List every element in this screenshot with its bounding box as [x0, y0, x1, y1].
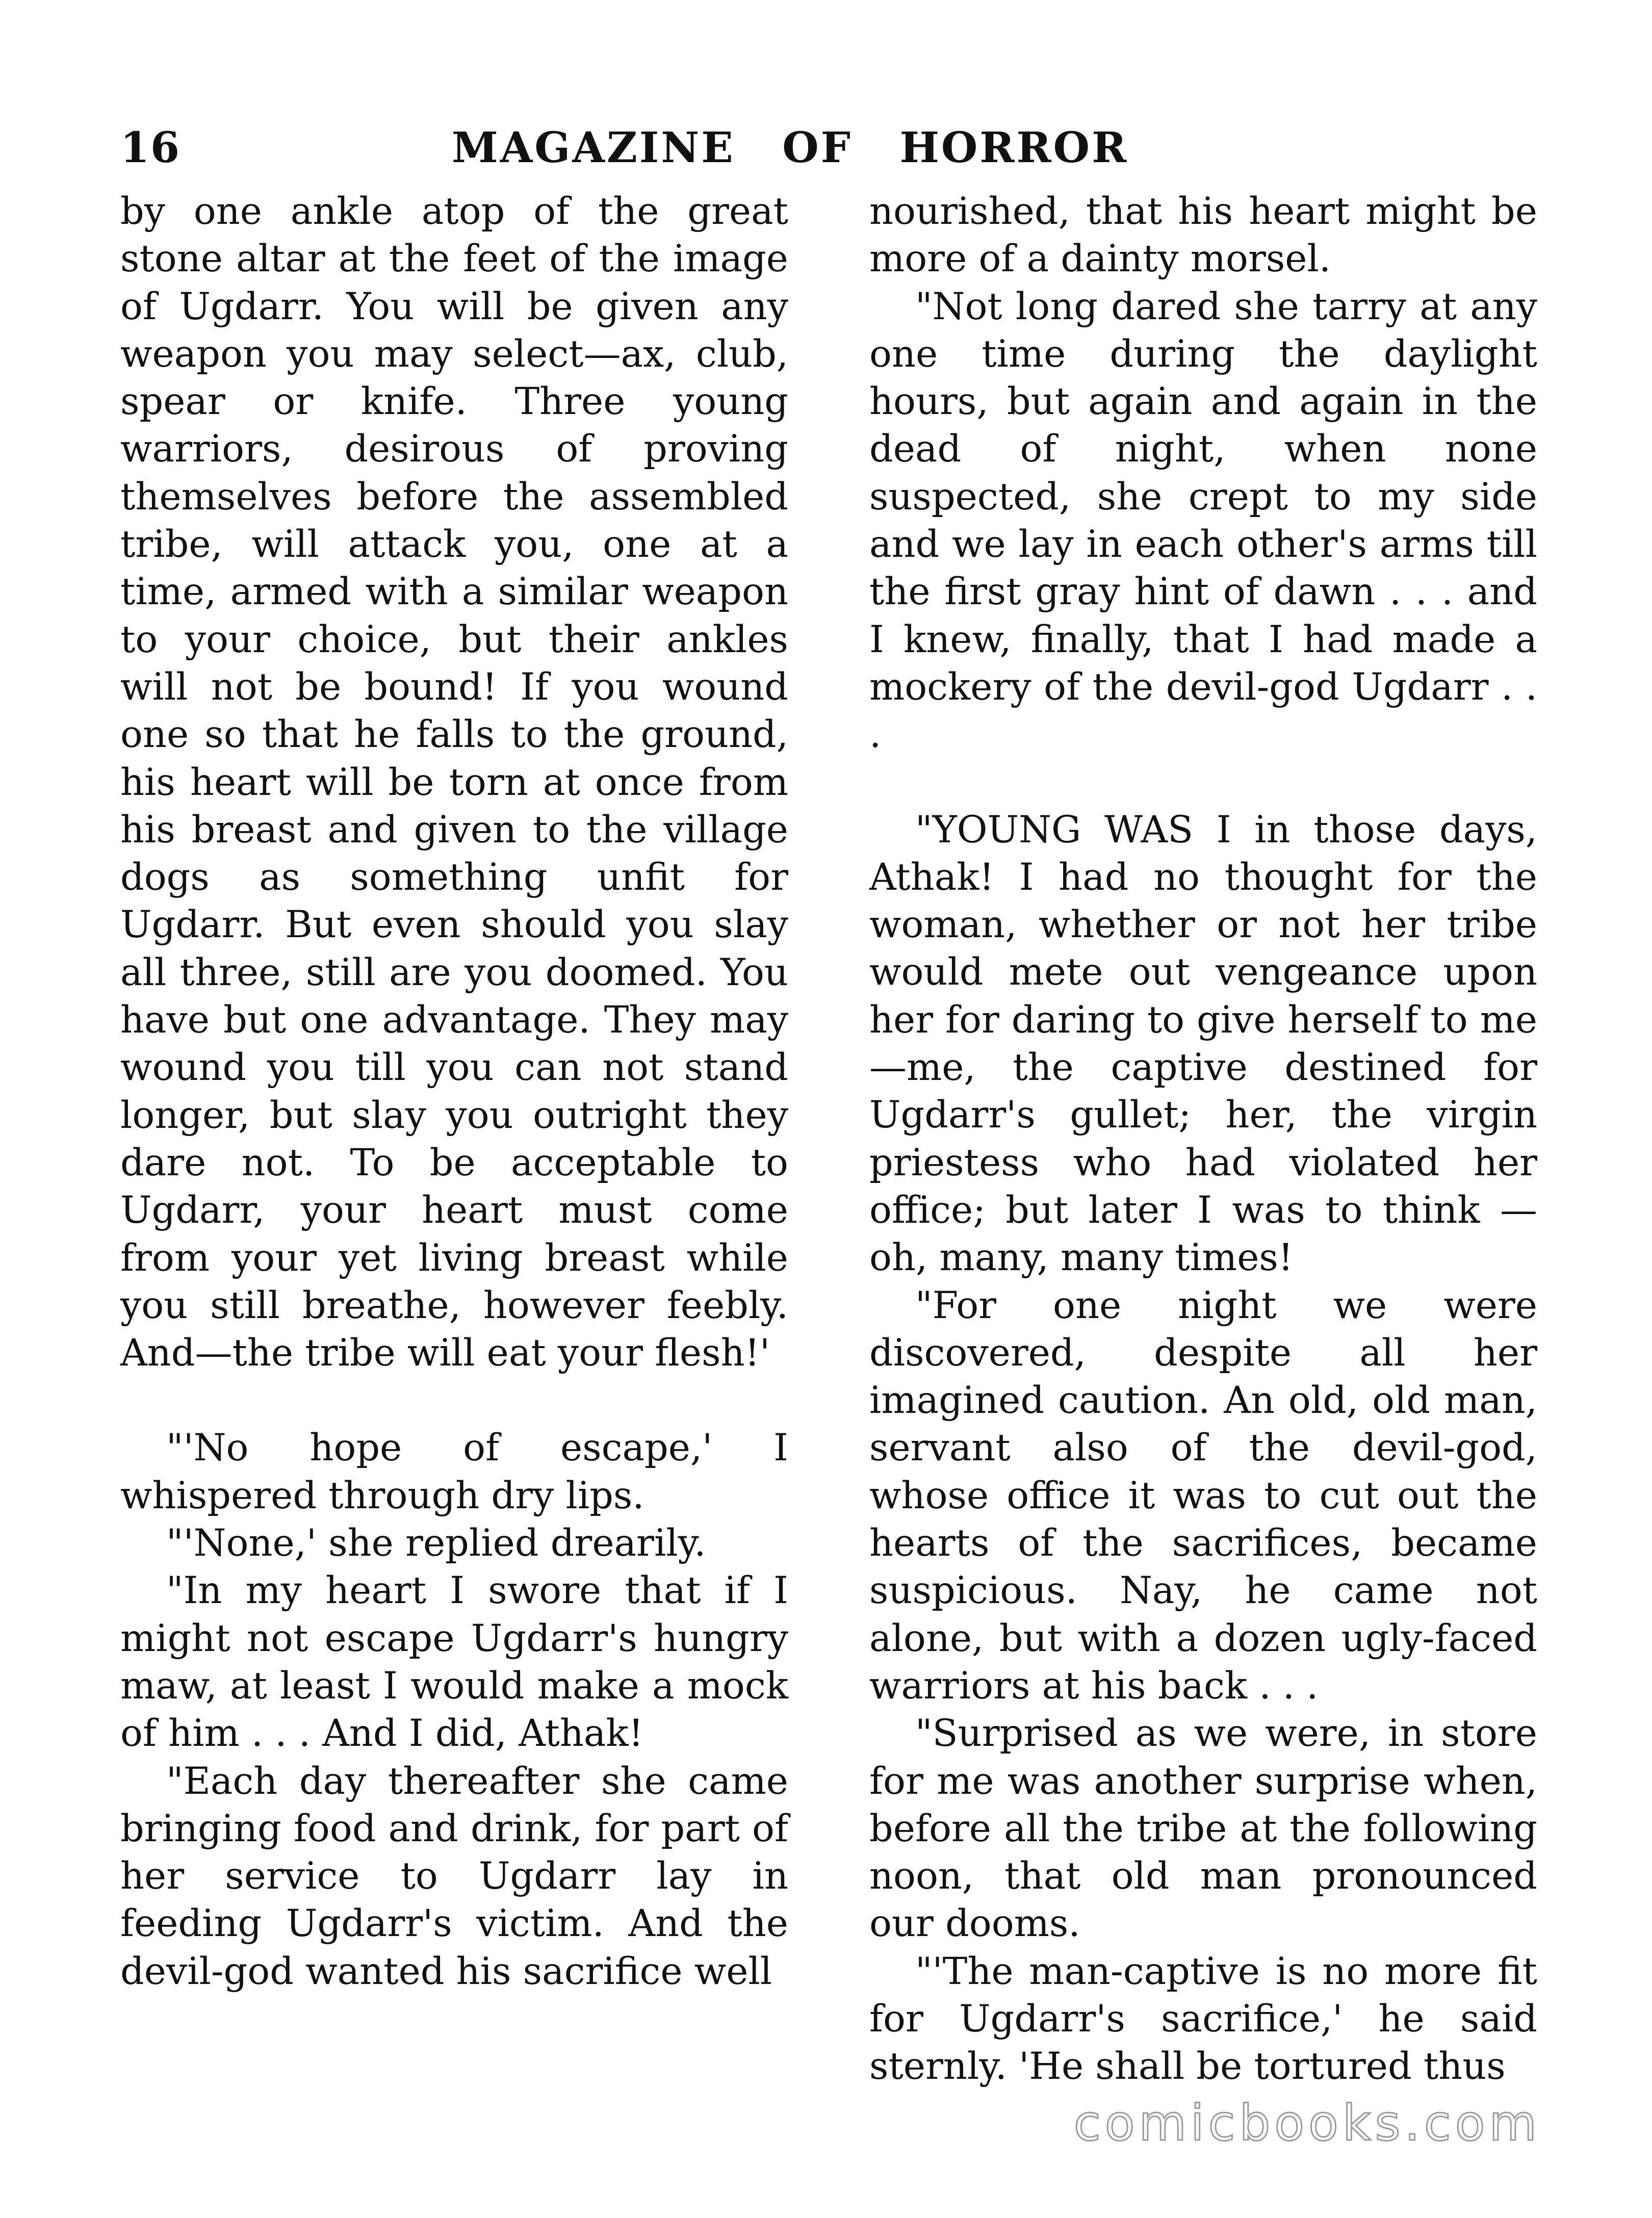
paragraph: "'None,' she replied drearily. [166, 1521, 706, 1565]
paragraph: "Surprised as we were, in store for me was another surprise when, before all the tribe at the following noon, that old man pronounced our dooms. [869, 1712, 1537, 1946]
paragraph: "YOUNG WAS I in those days, Athak! I had no thought for the woman, whether or not her tribe would mete out vengeance upon her for daring to give herself to me—me, the captive destined for Ugdarr's gullet; her, the virgin priestess who had violated her office; but later I was to think —oh, many, many times! [869, 808, 1537, 1280]
paragraph: "Each day thereafter she came bringing food and drink, for part of her service to Ugdarr lay in feeding Ugdarr's victim. And the devil-god wanted his sacrifice well [120, 1759, 788, 1993]
right-column [869, 188, 1537, 2091]
running-title: MAGAZINE OF HORROR [452, 123, 1129, 172]
paragraph: nourished, that his heart might be more of a dainty morsel. [869, 190, 1537, 281]
page-number: 16 [120, 123, 181, 172]
paragraph: "Not long dared she tarry at any one time during the daylight hours, but again and again in the dead of night, when none suspected, she crept to my side and we lay in each other's arms till the first gray hint of dawn . . . and I knew, finally, that I had made a mockery of the devil-god Ugdarr . . . [869, 285, 1537, 757]
site-watermark: comicbooks.com [1073, 2095, 1541, 2152]
paragraph: "'No hope of escape,' I whispered through dry lips. [120, 1426, 788, 1517]
paragraph: "'The man-captive is no more fit for Ugdarr's sacrifice,' he said sternly. 'He shall be tortured thus [869, 1949, 1537, 2088]
page-header [120, 117, 1533, 178]
paragraph: by one ankle atop of the great stone altar at the feet of the image of Ugdarr. You will be given any weapon you may select—ax, club, spear or knife. Three young warriors, desirous of proving themselves before the assembled tribe, will attack you, one at a time, armed with a similar weapon to your choice, but their ankles will not be bound! If you wound one so that he falls to the ground, his heart will be torn at once from his breast and given to the village dogs as something unfit for Ugdarr. But even should you slay all three, still are you doomed. You have but one advantage. They may wound you till you can not stand longer, but slay you outright they dare not. To be acceptable to Ugdarr, your heart must come from your yet living breast while you still breathe, however feebly. And—the tribe will eat your flesh!' [120, 190, 788, 1375]
paragraph: "In my heart I swore that if I might not escape Ugdarr's hungry maw, at least I would make a mock of him . . . And I did, Athak! [120, 1569, 788, 1756]
paragraph: "For one night we were discovered, despite all her imagined caution. An old, old man, servant also of the devil-god, whose office it was to cut out the hearts of the sacrifices, became suspicious. Nay, he came not alone, but with a dozen ugly-faced warriors at his back . . . [869, 1283, 1537, 1708]
left-column [120, 188, 788, 1995]
